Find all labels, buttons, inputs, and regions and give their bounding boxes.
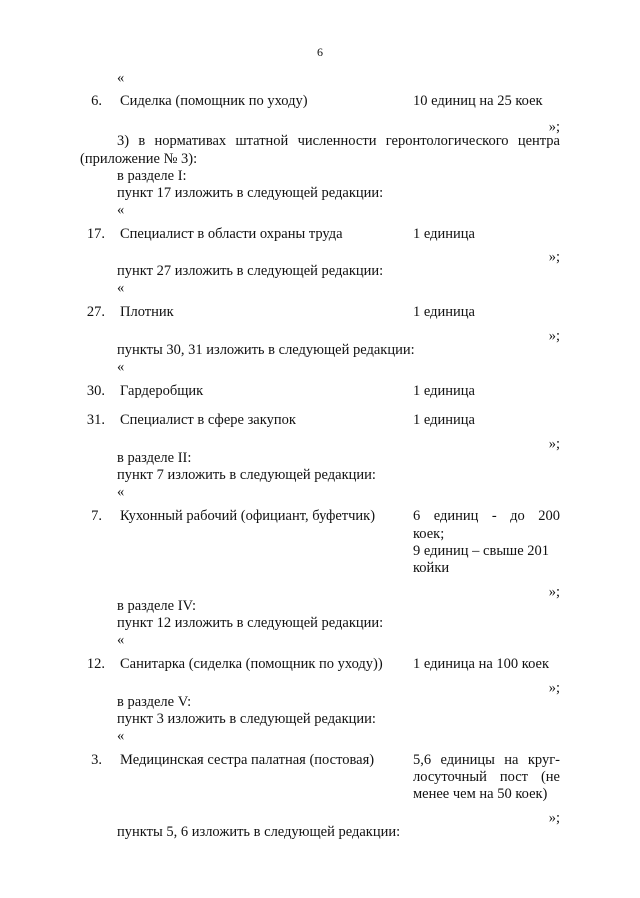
row-name: Санитарка (сиделка (помощник по уходу)) — [120, 656, 383, 672]
row-value-line: менее чем на 50 коек) — [413, 786, 548, 802]
row-number: 3. — [91, 752, 102, 768]
close-quote: »; — [548, 436, 560, 452]
row-name: Специалист в области охраны труда — [120, 226, 343, 242]
paragraph-line: 3) в нормативах штатной численности геронтологического центра — [117, 133, 560, 149]
row-value-line: койки — [413, 560, 450, 576]
close-quote: »; — [548, 680, 560, 696]
instruction-line: пункт 3 изложить в следующей редакции: — [117, 711, 376, 727]
instruction-line: пункт 7 изложить в следующей редакции: — [117, 467, 376, 483]
row-name: Медицинская сестра палатная (постовая) — [120, 752, 375, 768]
row-name: Кухонный рабочий (официант, буфетчик) — [120, 508, 376, 524]
page-number: 6 — [317, 45, 323, 59]
row-value-line: 6 единиц - до 200 — [413, 508, 560, 524]
row-number: 7. — [91, 508, 102, 524]
close-quote: »; — [548, 328, 560, 344]
open-quote: « — [117, 280, 125, 296]
open-quote: « — [117, 70, 125, 86]
row-value-line: лосуточный пост (не — [413, 769, 560, 785]
section-heading: в разделе IV: — [117, 598, 196, 614]
row-number: 17. — [86, 226, 105, 242]
section-heading: в разделе V: — [117, 694, 192, 710]
instruction-line: пункт 17 изложить в следующей редакции: — [117, 185, 384, 201]
row-value: 1 единица — [413, 304, 475, 320]
close-quote: »; — [548, 810, 560, 826]
row-name: Специалист в сфере закупок — [120, 412, 296, 428]
row-number: 31. — [86, 412, 105, 428]
section-heading: в разделе I: — [117, 168, 187, 184]
row-number: 6. — [91, 93, 102, 109]
row-value: 10 единиц на 25 коек — [413, 93, 543, 109]
instruction-line: пункты 5, 6 изложить в следующей редакции: — [117, 824, 401, 840]
row-value-line: коек; — [413, 526, 445, 542]
row-name: Плотник — [120, 304, 174, 320]
close-quote: »; — [548, 119, 560, 135]
close-quote: »; — [548, 249, 560, 265]
section-heading: в разделе II: — [117, 450, 192, 466]
row-name: Гардеробщик — [120, 383, 204, 399]
paragraph-line: (приложение № 3): — [80, 151, 198, 167]
row-value-line: 5,6 единицы на круг- — [413, 752, 560, 768]
instruction-line: пункт 27 изложить в следующей редакции: — [117, 263, 384, 279]
row-number: 30. — [86, 383, 105, 399]
row-value: 1 единица — [413, 412, 475, 428]
open-quote: « — [117, 728, 125, 744]
instruction-line: пункты 30, 31 изложить в следующей редакции: — [117, 342, 415, 358]
open-quote: « — [117, 202, 125, 218]
row-number: 12. — [86, 656, 105, 672]
open-quote: « — [117, 359, 125, 375]
open-quote: « — [117, 484, 125, 500]
close-quote: »; — [548, 584, 560, 600]
row-value: 1 единица — [413, 226, 475, 242]
row-number: 27. — [86, 304, 105, 320]
instruction-line: пункт 12 изложить в следующей редакции: — [117, 615, 384, 631]
row-value-line: 9 единиц – свыше 201 — [413, 543, 550, 559]
row-value: 1 единица — [413, 383, 475, 399]
row-name: Сиделка (помощник по уходу) — [120, 93, 308, 109]
open-quote: « — [117, 632, 125, 648]
row-value: 1 единица на 100 коек — [413, 656, 550, 672]
